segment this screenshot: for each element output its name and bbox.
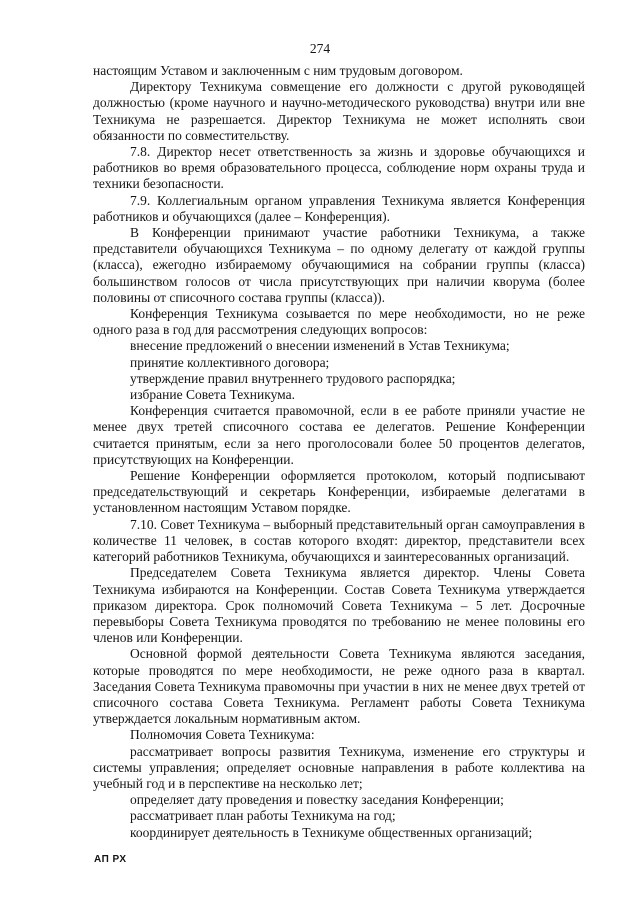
list-item: определяет дату проведения и повестку заседания Конференции; xyxy=(130,792,504,808)
list-item: избрание Совета Техникума. xyxy=(130,387,295,403)
list-item: принятие коллективного договора; xyxy=(130,354,330,370)
list-item: рассматривает план работы Техникума на год; xyxy=(130,808,396,824)
paragraph-16: Полномочия Совета Техникума: xyxy=(130,727,315,743)
paragraph-11: Конференция считается правомочной, если в ее работе приняли участие не менее двух третей списочного состава ее делегатов. Решение Конференции считается принятым, если за него проголосовали более 50 процентов делегатов, присутствующих на Конференции. xyxy=(93,403,585,467)
paragraph-15: Основной формой деятельности Совета Техникума являются заседания, которые проводятся по мере необходимости, не реже одного раза в квартал. Заседания Совета Техникума правомочны при участии в них не менее двух третей от списочного состава Совета Техникума. Регламент работы Совета Техникума утверждается локальным нормативным актом. xyxy=(93,646,585,727)
paragraph-4: 7.9. Коллегиальным органом управления Техникума является Конференция работников и обучающихся (далее – Конференция). xyxy=(93,192,585,224)
list-item: внесение предложений о внесении изменений в Устав Техникума; xyxy=(130,338,510,354)
page-number: 274 xyxy=(309,41,331,56)
paragraph-14: Председателем Совета Техникума является директор. Члены Совета Техникума избираются на Конференции. Состав Совета Техникума утверждается приказом директора. Срок полномочий Совета Техникума – 5 лет. Досрочные перевыборы Совета Техникума проводятся по требованию не менее половины его членов или Конференции. xyxy=(93,565,585,646)
paragraph-6: Конференция Техникума созывается по мере необходимости, но не реже одного раза в год для рассмотрения следующих вопросов: xyxy=(93,306,585,338)
paragraph-3: 7.8. Директор несет ответственность за жизнь и здоровье обучающихся и работников во время образовательного процесса, соблюдение норм охраны труда и техники безопасности. xyxy=(93,144,585,192)
paragraph-12: Решение Конференции оформляется протоколом, который подписывают председательствующий и секретарь Конференции, избираемые делегатами в установленном настоящим Уставом порядке. xyxy=(93,468,585,516)
paragraph-1: настоящим Уставом и заключенным с ним трудовым договором. xyxy=(93,63,463,78)
list-item: рассматривает вопросы развития Техникума, изменение его структуры и системы управления; определяет основные направления в работе коллектива на учебный год и в перспективе на несколько лет; xyxy=(93,743,585,791)
list-item: утверждение правил внутреннего трудового распорядка; xyxy=(130,370,456,386)
paragraph-13: 7.10. Совет Техникума – выборный представительный орган самоуправления в количестве 11 человек, в состав которого входят: директор, представители всех категорий работников Техникума, обучающихся и заинтересованных организаций. xyxy=(93,516,585,565)
paragraph-2: Директору Техникума совмещение его должности с другой руководящей должностью (кроме научного и научно-методического руководства) внутри или вне Техникума не разрешается. Директор Техникума не может исполнять свои обязанности по совместительству. xyxy=(93,79,585,143)
list-item: координирует деятельность в Техникуме общественных организаций; xyxy=(130,824,533,840)
footer-mark: АП РХ xyxy=(94,854,127,865)
paragraph-5: В Конференции принимают участие работники Техникума, а также представители обучающихся Техникума – по одному делегату от каждой группы (класса), ежегодно избираемому обучающимися на собрании группы (класса) большинством голосов от числа присутствующих при наличии кворума (более половины от списочного состава группы (класса)). xyxy=(93,225,585,305)
document-body xyxy=(93,63,585,841)
